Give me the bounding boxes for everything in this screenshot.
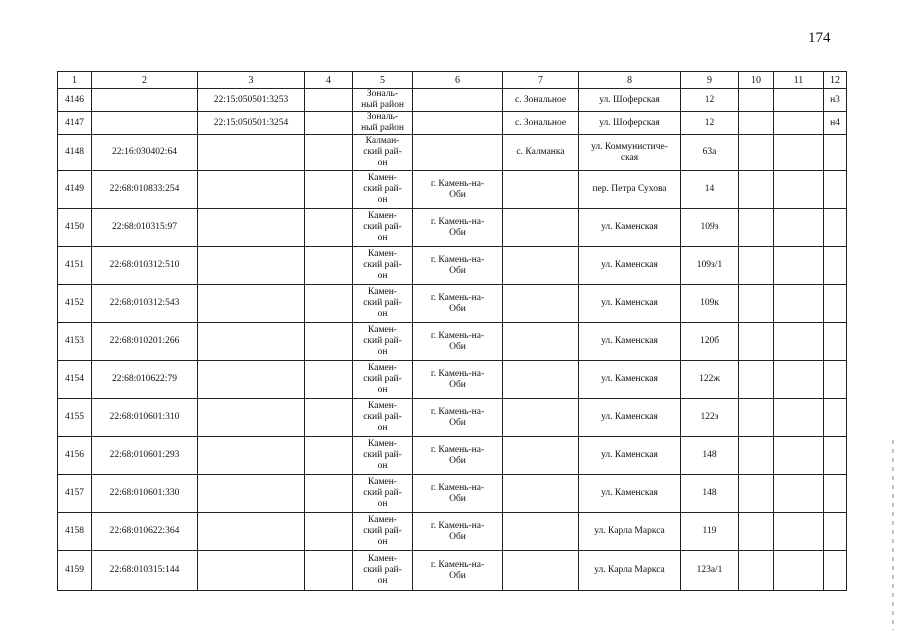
note-cell [824,437,847,475]
column-10-cell [739,437,774,475]
cadastral-number-3 [198,361,305,399]
column-header-5: 5 [353,72,413,89]
column-4-cell [305,135,353,171]
street-cell: ул. Каменская [579,323,681,361]
cadastral-number-3 [198,247,305,285]
house-number-cell: 12 [681,89,739,112]
settlement-cell [503,399,579,437]
column-header-10: 10 [739,72,774,89]
row-number: 4151 [58,247,92,285]
column-10-cell [739,551,774,591]
cadastral-number-2: 22:68:010601:293 [92,437,198,475]
column-4-cell [305,89,353,112]
header-row [58,72,847,89]
district-cell: Камен- ский рай- он [353,209,413,247]
column-header-1: 1 [58,72,92,89]
note-cell [824,399,847,437]
house-number-cell: 148 [681,475,739,513]
column-11-cell [774,247,824,285]
column-10-cell [739,135,774,171]
house-number-cell: 12 [681,112,739,135]
row-number: 4153 [58,323,92,361]
city-cell: г. Камень-на- Оби [413,171,503,209]
district-cell: Камен- ский рай- он [353,437,413,475]
column-header-9: 9 [681,72,739,89]
street-cell: ул. Каменская [579,361,681,399]
note-cell [824,513,847,551]
note-cell: н4 [824,112,847,135]
row-number: 4149 [58,171,92,209]
table-row [58,551,847,591]
house-number-cell: 120б [681,323,739,361]
cadastral-number-2: 22:68:010315:97 [92,209,198,247]
city-cell: г. Камень-на- Оби [413,513,503,551]
table-row [58,285,847,323]
row-number: 4154 [58,361,92,399]
city-cell [413,135,503,171]
street-cell: ул. Коммунистиче- ская [579,135,681,171]
cadastral-number-2: 22:68:010601:310 [92,399,198,437]
district-cell: Зональ- ный район [353,89,413,112]
street-cell: ул. Шоферская [579,89,681,112]
city-cell: г. Камень-на- Оби [413,437,503,475]
column-11-cell [774,513,824,551]
cadastral-number-3 [198,209,305,247]
city-cell: г. Камень-на- Оби [413,475,503,513]
settlement-cell [503,323,579,361]
column-11-cell [774,285,824,323]
cadastral-number-2: 22:68:010622:364 [92,513,198,551]
row-number: 4155 [58,399,92,437]
cadastral-number-2: 22:68:010201:266 [92,323,198,361]
settlement-cell [503,513,579,551]
row-number: 4147 [58,112,92,135]
table-row [58,135,847,171]
column-10-cell [739,209,774,247]
column-10-cell [739,112,774,135]
row-number: 4157 [58,475,92,513]
street-cell: ул. Каменская [579,209,681,247]
cadastral-number-3 [198,399,305,437]
cadastral-number-2 [92,112,198,135]
row-number: 4158 [58,513,92,551]
column-header-6: 6 [413,72,503,89]
note-cell [824,135,847,171]
column-header-2: 2 [92,72,198,89]
city-cell: г. Камень-на- Оби [413,209,503,247]
row-number: 4148 [58,135,92,171]
page-number: 174 [808,30,831,46]
street-cell: ул. Шоферская [579,112,681,135]
street-cell: ул. Каменская [579,247,681,285]
column-10-cell [739,513,774,551]
column-4-cell [305,551,353,591]
column-11-cell [774,475,824,513]
row-number: 4156 [58,437,92,475]
column-10-cell [739,361,774,399]
column-header-11: 11 [774,72,824,89]
column-10-cell [739,475,774,513]
table-row [58,209,847,247]
column-header-4: 4 [305,72,353,89]
cadastral-number-2: 22:68:010312:543 [92,285,198,323]
row-number: 4146 [58,89,92,112]
table-body [58,89,847,591]
row-number: 4152 [58,285,92,323]
column-4-cell [305,171,353,209]
district-cell: Камен- ский рай- он [353,399,413,437]
column-4-cell [305,285,353,323]
house-number-cell: 109з [681,209,739,247]
district-cell: Камен- ский рай- он [353,323,413,361]
cadastral-number-2 [92,89,198,112]
cadastral-number-2: 22:68:010622:79 [92,361,198,399]
column-11-cell [774,323,824,361]
settlement-cell [503,437,579,475]
column-header-12: 12 [824,72,847,89]
column-4-cell [305,361,353,399]
district-cell: Камен- ский рай- он [353,285,413,323]
cadastral-number-2: 22:68:010601:330 [92,475,198,513]
column-4-cell [305,247,353,285]
city-cell: г. Камень-на- Оби [413,399,503,437]
column-4-cell [305,112,353,135]
cadastral-number-2: 22:68:010315:144 [92,551,198,591]
cadastral-number-3 [198,171,305,209]
column-10-cell [739,89,774,112]
street-cell: пер. Петра Сухова [579,171,681,209]
cadastral-number-3 [198,551,305,591]
district-cell: Камен- ский рай- он [353,551,413,591]
note-cell [824,323,847,361]
column-10-cell [739,171,774,209]
street-cell: ул. Каменская [579,399,681,437]
cadastral-number-3: 22:15:050501:3254 [198,112,305,135]
column-header-7: 7 [503,72,579,89]
cadastral-number-3 [198,285,305,323]
note-cell [824,475,847,513]
column-10-cell [739,285,774,323]
note-cell [824,209,847,247]
city-cell: г. Камень-на- Оби [413,323,503,361]
column-11-cell [774,437,824,475]
city-cell: г. Камень-на- Оби [413,285,503,323]
settlement-cell [503,361,579,399]
column-10-cell [739,323,774,361]
note-cell [824,551,847,591]
column-10-cell [739,247,774,285]
house-number-cell: 123а/1 [681,551,739,591]
cadastral-number-3 [198,323,305,361]
street-cell: ул. Каменская [579,475,681,513]
column-11-cell [774,135,824,171]
cadastral-number-2: 22:68:010833:254 [92,171,198,209]
house-number-cell: 63а [681,135,739,171]
district-cell: Камен- ский рай- он [353,361,413,399]
column-4-cell [305,399,353,437]
street-cell: ул. Каменская [579,437,681,475]
column-11-cell [774,171,824,209]
column-4-cell [305,323,353,361]
city-cell [413,112,503,135]
district-cell: Зональ- ный район [353,112,413,135]
table-row [58,89,847,112]
table-row [58,437,847,475]
cadastral-number-3 [198,475,305,513]
column-4-cell [305,513,353,551]
note-cell: н3 [824,89,847,112]
cadastral-number-2: 22:16:030402:64 [92,135,198,171]
table-row [58,171,847,209]
column-11-cell [774,361,824,399]
city-cell [413,89,503,112]
registry-table [57,71,847,591]
column-11-cell [774,551,824,591]
settlement-cell [503,475,579,513]
district-cell: Камен- ский рай- он [353,513,413,551]
settlement-cell: с. Зональное [503,112,579,135]
table-row [58,112,847,135]
column-11-cell [774,112,824,135]
column-10-cell [739,399,774,437]
city-cell: г. Камень-на- Оби [413,551,503,591]
cadastral-number-2: 22:68:010312:510 [92,247,198,285]
column-4-cell [305,437,353,475]
table-row [58,475,847,513]
district-cell: Камен- ский рай- он [353,171,413,209]
settlement-cell: с. Зональное [503,89,579,112]
column-11-cell [774,209,824,247]
note-cell [824,247,847,285]
street-cell: ул. Карла Маркса [579,551,681,591]
note-cell [824,361,847,399]
house-number-cell: 109к [681,285,739,323]
table-row [58,247,847,285]
column-11-cell [774,399,824,437]
table-row [58,361,847,399]
settlement-cell [503,209,579,247]
cadastral-number-3 [198,135,305,171]
note-cell [824,171,847,209]
street-cell: ул. Карла Маркса [579,513,681,551]
column-4-cell [305,475,353,513]
house-number-cell: 122ж [681,361,739,399]
district-cell: Камен- ский рай- он [353,475,413,513]
settlement-cell [503,285,579,323]
district-cell: Камен- ский рай- он [353,247,413,285]
column-header-8: 8 [579,72,681,89]
scan-artifact [892,440,894,630]
street-cell: ул. Каменская [579,285,681,323]
settlement-cell [503,247,579,285]
table-row [58,399,847,437]
cadastral-number-3: 22:15:050501:3253 [198,89,305,112]
table-row [58,323,847,361]
column-header-3: 3 [198,72,305,89]
column-11-cell [774,89,824,112]
row-number: 4150 [58,209,92,247]
table-row [58,513,847,551]
cadastral-number-3 [198,513,305,551]
column-4-cell [305,209,353,247]
house-number-cell: 119 [681,513,739,551]
city-cell: г. Камень-на- Оби [413,247,503,285]
city-cell: г. Камень-на- Оби [413,361,503,399]
cadastral-number-3 [198,437,305,475]
house-number-cell: 148 [681,437,739,475]
house-number-cell: 122з [681,399,739,437]
house-number-cell: 14 [681,171,739,209]
settlement-cell: с. Калманка [503,135,579,171]
settlement-cell [503,171,579,209]
house-number-cell: 109з/1 [681,247,739,285]
row-number: 4159 [58,551,92,591]
district-cell: Калман- ский рай- он [353,135,413,171]
note-cell [824,285,847,323]
settlement-cell [503,551,579,591]
